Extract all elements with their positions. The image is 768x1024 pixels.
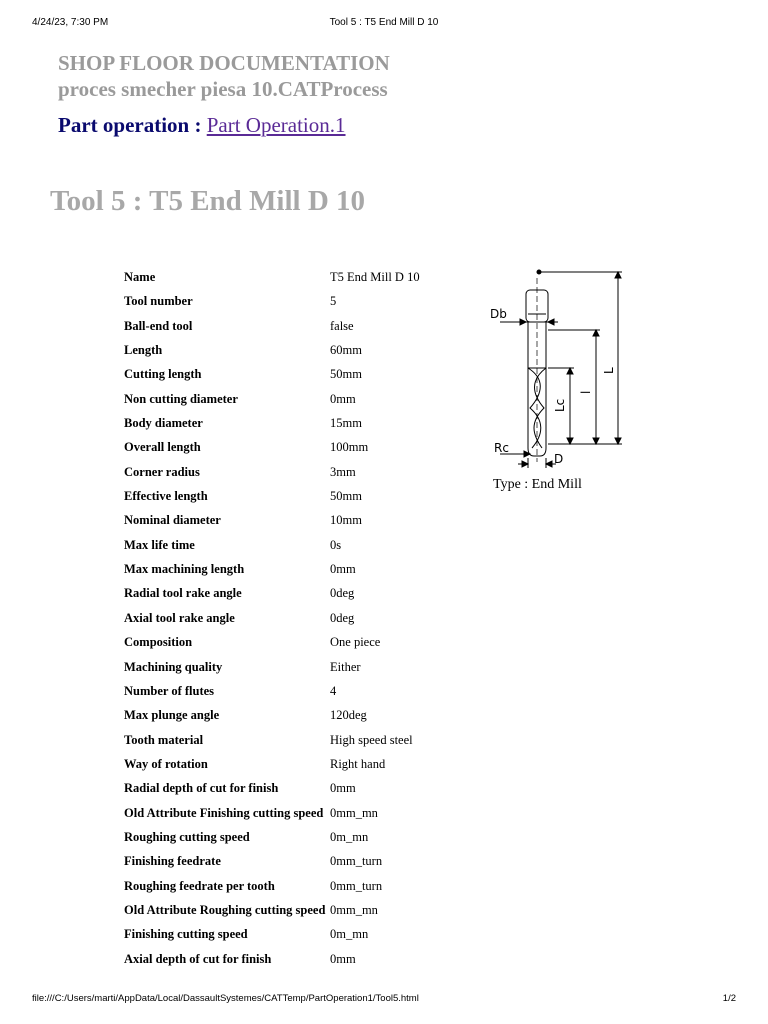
property-value: 50mm <box>330 367 362 382</box>
label-l-small: l <box>579 390 593 394</box>
end-mill-diagram <box>488 262 628 472</box>
property-row <box>124 776 464 800</box>
property-value: 50mm <box>330 489 362 504</box>
property-name: Max machining length <box>124 562 245 577</box>
property-name: Old Attribute Finishing cutting speed <box>124 805 324 820</box>
property-name: Axial depth of cut for finish <box>124 951 272 966</box>
property-name: Tool number <box>124 294 193 309</box>
property-row <box>124 484 464 508</box>
property-name: Tooth material <box>124 732 204 747</box>
property-name: Effective length <box>124 489 208 504</box>
property-value: 0mm <box>330 781 356 796</box>
property-value: 0mm <box>330 391 356 406</box>
property-value: Either <box>330 659 361 674</box>
property-row <box>124 825 464 849</box>
file-url: file:///C:/Users/marti/AppData/Local/DassaultSystemes/CATTemp/PartOperation1/Tool5.html <box>32 993 419 1004</box>
property-value: 4 <box>330 683 337 698</box>
property-value: One piece <box>330 635 381 650</box>
print-footer <box>32 993 736 1007</box>
property-name: Old Attribute Roughing cutting speed <box>124 902 326 917</box>
property-name: Radial tool rake angle <box>124 586 242 601</box>
property-value: 0mm_turn <box>330 854 383 869</box>
property-name: Length <box>124 343 163 358</box>
property-value: High speed steel <box>330 732 413 747</box>
property-row <box>124 411 464 435</box>
property-value: 100mm <box>330 440 369 455</box>
property-value: 10mm <box>330 513 362 528</box>
property-row <box>124 630 464 654</box>
property-row <box>124 289 464 313</box>
property-value: 0mm <box>330 562 356 577</box>
property-row <box>124 752 464 776</box>
property-row <box>124 801 464 825</box>
property-name: Ball-end tool <box>124 318 193 333</box>
property-name: Composition <box>124 635 193 650</box>
print-title: Tool 5 : T5 End Mill D 10 <box>329 17 439 28</box>
tool-title: Tool 5 : T5 End Mill D 10 <box>50 185 366 217</box>
property-row <box>124 728 464 752</box>
part-operation-label: Part operation : <box>58 113 202 137</box>
property-row <box>124 387 464 411</box>
property-row <box>124 849 464 873</box>
properties-table <box>124 265 464 971</box>
property-name: Roughing cutting speed <box>124 829 250 844</box>
property-row <box>124 435 464 459</box>
property-name: Radial depth of cut for finish <box>124 781 279 796</box>
property-row <box>124 874 464 898</box>
property-value: 3mm <box>330 464 356 479</box>
property-value: 5 <box>330 294 337 309</box>
label-db: Db <box>490 307 507 321</box>
document-heading <box>58 50 390 102</box>
property-row <box>124 898 464 922</box>
property-name: Way of rotation <box>124 756 208 771</box>
part-operation-link[interactable]: Part Operation.1 <box>206 113 346 137</box>
property-name: Nominal diameter <box>124 513 221 528</box>
tool-type-label: Type : End Mill <box>493 477 582 492</box>
property-name: Cutting length <box>124 367 202 382</box>
print-header <box>32 17 736 31</box>
property-row <box>124 460 464 484</box>
label-rc: Rc <box>494 441 509 455</box>
property-name: Axial tool rake angle <box>124 610 235 625</box>
heading-line-2: proces smecher piesa 10.CATProcess <box>58 77 388 101</box>
property-name: Body diameter <box>124 416 203 431</box>
property-row <box>124 679 464 703</box>
property-row <box>124 265 464 289</box>
heading-line-1: SHOP FLOOR DOCUMENTATION <box>58 51 390 75</box>
part-operation-line <box>58 112 346 138</box>
property-value: 0s <box>330 537 342 552</box>
print-date: 4/24/23, 7:30 PM <box>32 17 109 28</box>
property-row <box>124 581 464 605</box>
property-row <box>124 533 464 557</box>
property-row <box>124 703 464 727</box>
label-d: D <box>554 452 564 466</box>
property-row <box>124 922 464 946</box>
property-value: 0mm <box>330 951 356 966</box>
property-value: 0m_mn <box>330 829 369 844</box>
property-value: Right hand <box>330 756 386 771</box>
property-name: Max plunge angle <box>124 708 220 723</box>
property-row <box>124 362 464 386</box>
property-name: Machining quality <box>124 659 223 674</box>
property-row <box>124 606 464 630</box>
label-lc: Lc <box>553 398 567 412</box>
property-row <box>124 508 464 532</box>
property-value: 15mm <box>330 416 362 431</box>
property-row <box>124 947 464 971</box>
property-row <box>124 655 464 679</box>
property-name: Corner radius <box>124 464 200 479</box>
property-name: Overall length <box>124 440 201 455</box>
property-value: 0m_mn <box>330 927 369 942</box>
page-number: 1/2 <box>722 993 736 1004</box>
property-value: 0deg <box>330 586 355 601</box>
property-name: Number of flutes <box>124 683 215 698</box>
property-value: 60mm <box>330 343 362 358</box>
property-value: 0mm_mn <box>330 902 378 917</box>
property-name: Roughing feedrate per tooth <box>124 878 275 893</box>
property-row <box>124 314 464 338</box>
property-value: 0mm_mn <box>330 805 378 820</box>
property-name: Finishing cutting speed <box>124 927 248 942</box>
property-name: Max life time <box>124 537 195 552</box>
property-name: Non cutting diameter <box>124 391 238 406</box>
property-value: T5 End Mill D 10 <box>330 270 420 284</box>
property-row <box>124 557 464 581</box>
property-row <box>124 338 464 362</box>
label-l-overall: L <box>602 367 616 374</box>
property-name: Finishing feedrate <box>124 854 221 869</box>
property-value: 0deg <box>330 610 355 625</box>
property-value: 120deg <box>330 708 367 723</box>
property-value: 0mm_turn <box>330 878 383 893</box>
property-name: Name <box>124 270 156 284</box>
property-value: false <box>330 318 354 333</box>
